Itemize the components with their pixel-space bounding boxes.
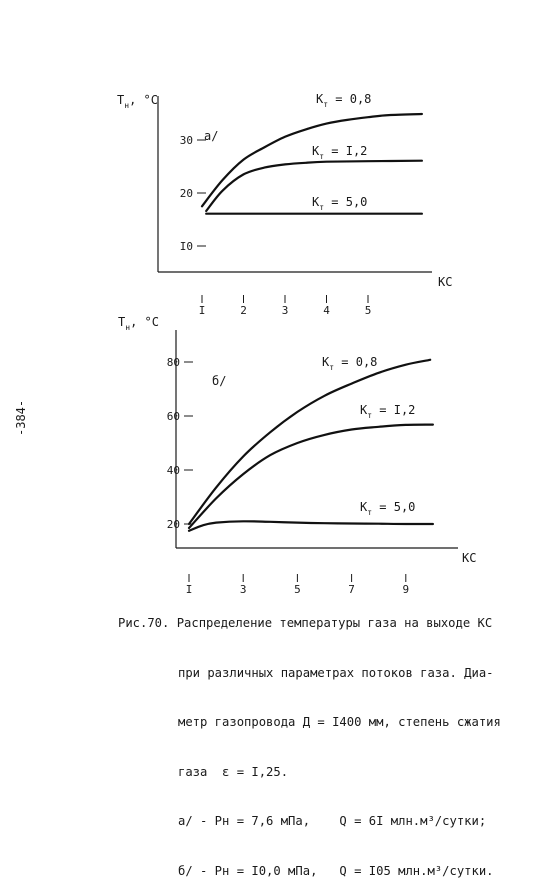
chart-b-legend-k12: $К_т = I,2$	[360, 403, 416, 420]
chart-b-legend-k08: $К_т = 0,8$	[322, 355, 378, 372]
figure-caption	[118, 582, 538, 896]
b-ytick-label: 80	[166, 356, 180, 369]
caption-line-4: газа ε = I,25.	[178, 764, 289, 779]
b-xtick-label: 5	[294, 583, 301, 596]
page-number: -384-	[14, 399, 28, 436]
caption-line-3: метр газопровода Д = I400 мм, степень сжатия	[178, 715, 501, 729]
a-xtick-label: I	[198, 304, 206, 317]
chart-a-xlabel: КС	[438, 275, 453, 289]
chart-b-xlabel: КС	[462, 551, 477, 565]
b-ytick-label: 60	[166, 410, 180, 423]
b-series-line-2	[189, 521, 433, 531]
b-xtick-label: 9	[402, 583, 410, 596]
a-xtick-label: 5	[364, 304, 372, 317]
chart-a-legend-k08: $К_т = 0,8$	[316, 92, 372, 109]
caption-line-1: Рис.70. Распределение температуры газа на выходе КС	[118, 616, 493, 630]
chart-a-legend-k12: $К_т = I,2$	[312, 144, 368, 161]
b-ytick-label: 40	[166, 464, 180, 477]
a-xtick-label: 2	[240, 304, 247, 317]
chart-a-ylabel: $Т_н$, °С	[117, 93, 158, 110]
a-ytick-label: 30	[179, 134, 193, 147]
caption-line-5: а/ - Рн = 7,6 мПа, Q = 6I млн.м³/сутки;	[178, 814, 487, 828]
b-xtick-label: 3	[239, 583, 247, 596]
chart-b-ylabel: $Т_н$, °С	[118, 315, 159, 332]
caption-line-6: б/ - Рн = I0,0 мПа, Q = I05 млн.м³/сутки.	[178, 863, 494, 878]
chart-a-panel-label: а/	[204, 129, 219, 143]
caption-line-2: при различных параметрах потоков газа. Диа-	[178, 665, 494, 680]
a-ytick-label: I0	[179, 240, 193, 253]
chart-a-legend-k50: $К_т = 5,0$	[312, 195, 368, 212]
a-xtick-label: 4	[323, 304, 330, 317]
b-ytick-label: 20	[166, 518, 180, 531]
b-xtick-label: I	[185, 583, 193, 596]
chart-b-panel-label: б/	[212, 374, 227, 388]
b-xtick-label: 7	[348, 583, 355, 596]
a-ytick-label: 20	[179, 187, 193, 200]
chart-b-legend-k50: $К_т = 5,0$	[360, 500, 416, 517]
a-xtick-label: 3	[281, 304, 289, 317]
